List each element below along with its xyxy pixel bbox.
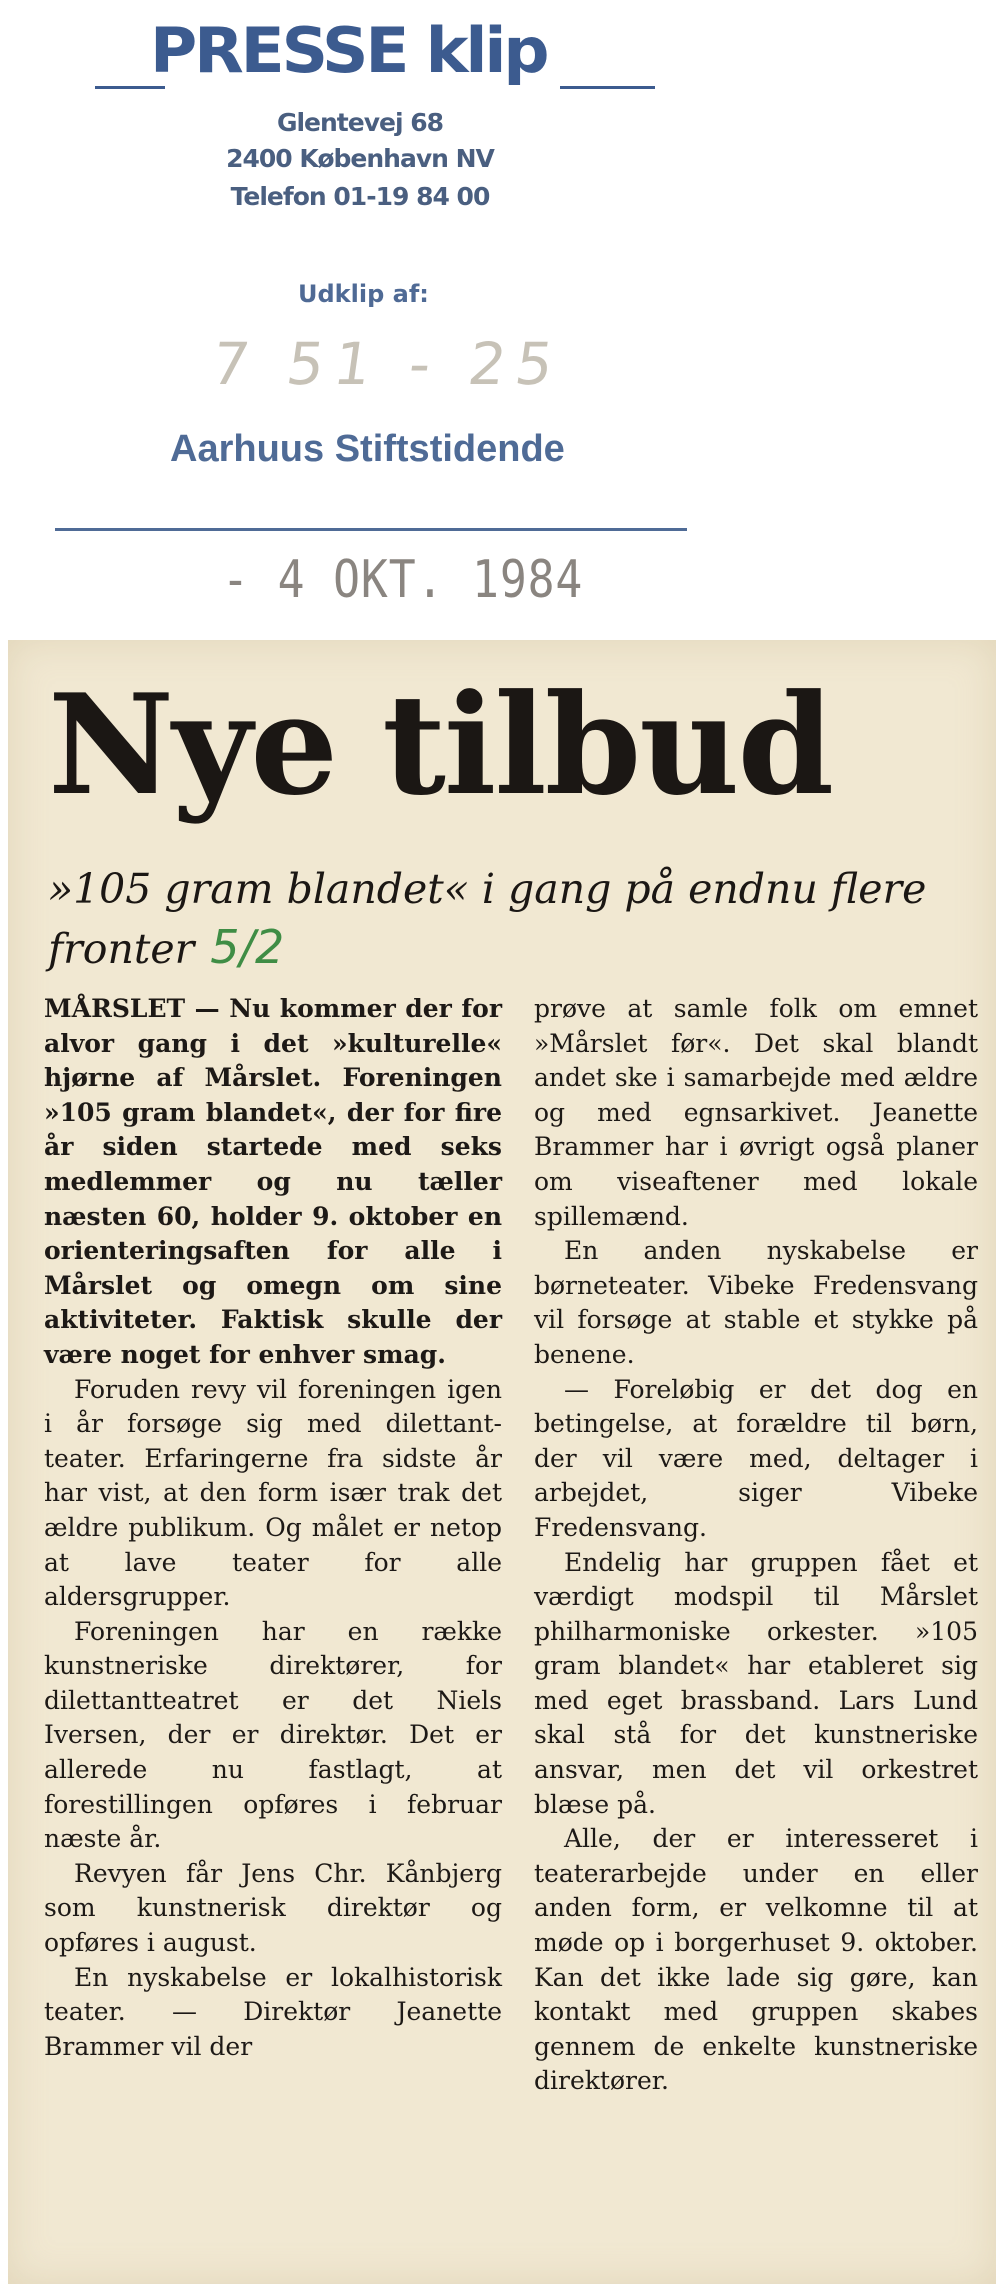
subheadline-text: »105 gram blandet« i gang på endnu flere fronter	[48, 865, 927, 973]
article-paragraph: — Foreløbig er det dog en betingelse, at forældre til børn, der vil være med, deltager i arbejdet, siger Vibeke Fredensvang.	[534, 1374, 978, 1542]
article-column-2	[534, 992, 978, 2099]
article-paragraph: MÅRSLET — Nu kommer der for alvor gang i det »kulturelle« hjørne af Mårslet. Foreningen »105 gram blandet«, der for fire år siden startede med seks medlemmer og nu tæller næsten 60, holder 9. oktober en orienteringsaften for alle i Mårslet og omegn om sine aktiviteter. Faktisk skulle der være noget for enhver smag.	[44, 994, 502, 1369]
article-paragraph: En nyskabelse er lokalhistorisk teater. — Direktør Jeanette Brammer vil der	[44, 1962, 502, 2061]
article-paragraph: Foruden revy vil foreningen igen i år forsøge sig med dilettant-teater. Erfaringerne fra sidste år har vist, at den form især trak det ældre publikum. Og målet er netop at lave teater for alle aldersgrupper.	[44, 1374, 502, 1612]
article-paragraph: Endelig har gruppen fået et værdigt modspil til Mårslet philharmoniske orkester. »105 gram blandet« har etableret sig med eget brassband. Lars Lund skal stå for det kunstneriske ansvar, men det vil orkestret blæse på.	[534, 1547, 978, 1819]
stamp-divider	[55, 528, 687, 531]
press-clipping-stamp	[0, 0, 1008, 640]
article-paragraph: Alle, der er interesseret i teaterarbejde under en eller anden form, er velkomne til at møde op i borgerhuset 9. oktober. Kan det ikke lade sig gøre, kan kontakt med gruppen skabes gennem de enkelte kunstneriske direktører.	[534, 1824, 978, 2096]
article-paragraph: En anden nyskabelse er børneteater. Vibeke Fredensvang vil forsøge at stable et stykke på benene.	[534, 1236, 978, 1369]
address-phone: Telefon 01-19 84 00	[230, 182, 490, 211]
newspaper-clipping	[8, 640, 996, 2284]
handwritten-number: 7 51 - 25	[207, 330, 568, 398]
article-paragraph: Revyen får Jens Chr. Kånbjerg som kunstnerisk direktør og opføres i august.	[44, 1858, 502, 1958]
presse-klip-logo: PRESSE klip	[150, 14, 547, 87]
udklip-label: Udklip af:	[298, 280, 429, 308]
article-column-1	[44, 992, 502, 2064]
article-paragraph: prøve at samle folk om emnet »Mårslet før«. Det skal blandt andet ske i samarbejde med ældre og med egnsarkivet. Jeanette Brammer har i øvrigt også planer om viseaftener med lokale spillemænd.	[534, 994, 978, 1231]
handwritten-note: 5/2	[210, 920, 285, 974]
headline: Nye tilbud	[48, 663, 833, 826]
address-street: Glentevej 68	[276, 108, 444, 137]
newspaper-name: Aarhuus Stiftstidende	[170, 428, 565, 470]
article-paragraph: Foreningen har en række kunstneriske direktører, for dilettantteatret er det Niels Iversen, der er direktør. Det er allerede nu fastlagt, at forestillingen opføres i februar næste år.	[44, 1616, 502, 1854]
logo-rule-right	[560, 86, 655, 89]
date-stamp: - 4 OKT. 1984	[222, 550, 584, 610]
address-city: 2400 København NV	[226, 144, 494, 173]
subheadline	[48, 860, 978, 978]
